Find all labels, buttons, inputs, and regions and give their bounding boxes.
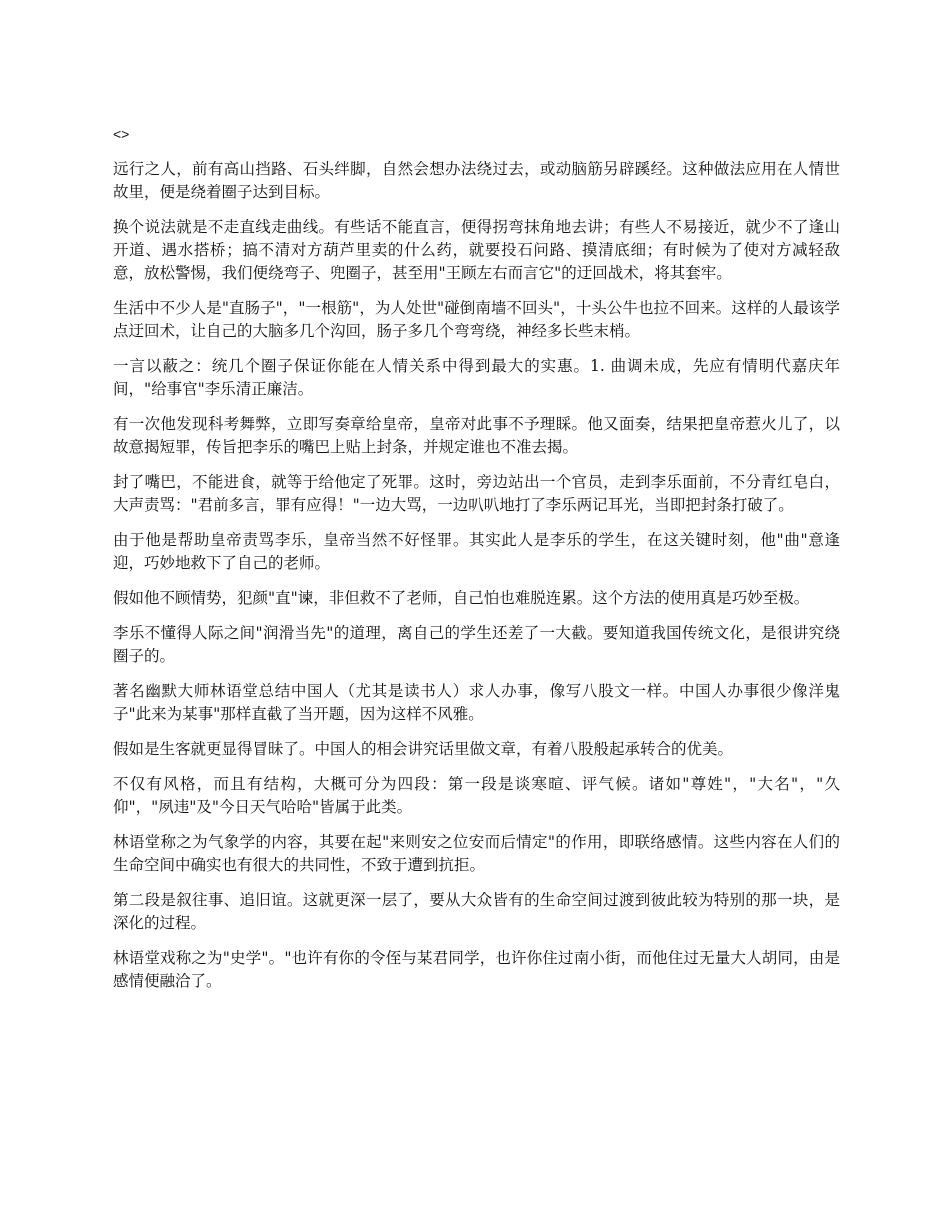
document-page xyxy=(113,124,840,1005)
header-marker: <> xyxy=(113,126,130,142)
paragraph: 林语堂称之为气象学的内容，其要在起"来则安之位安而后情定"的作用，即联络感情。这些内容在人们的生命空间中确实也有很大的共同性，不致于遭到抗拒。 xyxy=(113,833,840,874)
paragraph: 李乐不懂得人际之间"润滑当先"的道理，离自己的学生还差了一大截。要知道我国传统文化，是很讲究绕圈子的。 xyxy=(113,624,840,665)
paragraph: 生活中不少人是"直肠子"，"一根筋"，为人处世"碰倒南墙不回头"，十头公牛也拉不回来。这样的人最该学点迂回术，让自己的大脑多几个沟回，肠子多几个弯弯绕，神经多长些末梢。 xyxy=(113,299,840,340)
paragraph: 一言以蔽之：统几个圈子保证你能在人情关系中得到最大的实惠。1. 曲调未成，先应有情明代嘉庆年间，"给事官"李乐清正廉洁。 xyxy=(113,357,840,398)
paragraph: 封了嘴巴，不能进食，就等于给他定了死罪。这时，旁边站出一个官员，走到李乐面前，不分青红皂白，大声责骂："君前多言，罪有应得！"一边大骂，一边叭叭地打了李乐两记耳光，当即把封条打破了。 xyxy=(113,473,840,514)
paragraph: 假如是生客就更显得冒昧了。中国人的相会讲究话里做文章，有着八股般起承转合的优美。 xyxy=(113,740,734,758)
paragraph: 不仅有风格，而且有结构，大概可分为四段：第一段是谈寒暄、评气候。诸如"尊姓"，"大名"，"久仰"，"夙违"及"今日天气哈哈"皆属于此类。 xyxy=(113,775,840,816)
paragraph: 假如他不顾情势，犯颜"直"谏，非但救不了老师，自己怕也难脱连累。这个方法的使用真是巧妙至极。 xyxy=(113,589,810,607)
paragraph: 林语堂戏称之为"史学"。"也许有你的令侄与某君同学，也许你住过南小街，而他住过无量大人胡同，由是感情便融洽了。 xyxy=(113,949,840,990)
paragraph: 著名幽默大师林语堂总结中国人（尤其是读书人）求人办事，像写八股文一样。中国人办事很少像洋鬼子"此来为某事"那样直截了当开题，因为这样不风雅。 xyxy=(113,682,840,723)
paragraph: 换个说法就是不走直线走曲线。有些话不能直言，便得拐弯抹角地去讲；有些人不易接近，就少不了逢山开道、遇水搭桥；搞不清对方葫芦里卖的什么药，就要投石问路、摸清底细；有时候为了使对方减轻敌意，放松警惕，我们便绕弯子、兜圈子，甚至用"王顾左右而言它"的迂回战术，将其套牢。 xyxy=(113,218,840,282)
paragraph: 有一次他发现科考舞弊，立即写奏章给皇帝，皇帝对此事不予理睬。他又面奏，结果把皇帝惹火儿了，以故意揭短罪，传旨把李乐的嘴巴上贴上封条，并规定谁也不准去揭。 xyxy=(113,415,840,456)
paragraph: 第二段是叙往事、追旧谊。这就更深一层了，要从大众皆有的生命空间过渡到彼此较为特别的那一块，是深化的过程。 xyxy=(113,891,840,932)
paragraph: 远行之人，前有高山挡路、石头绊脚，自然会想办法绕过去，或动脑筋另辟蹊经。这种做法应用在人情世故里，便是绕着圈子达到目标。 xyxy=(113,160,840,201)
paragraph: 由于他是帮助皇帝责骂李乐，皇帝当然不好怪罪。其实此人是李乐的学生，在这关键时刻，他"曲"意逢迎，巧妙地救下了自己的老师。 xyxy=(113,531,840,572)
